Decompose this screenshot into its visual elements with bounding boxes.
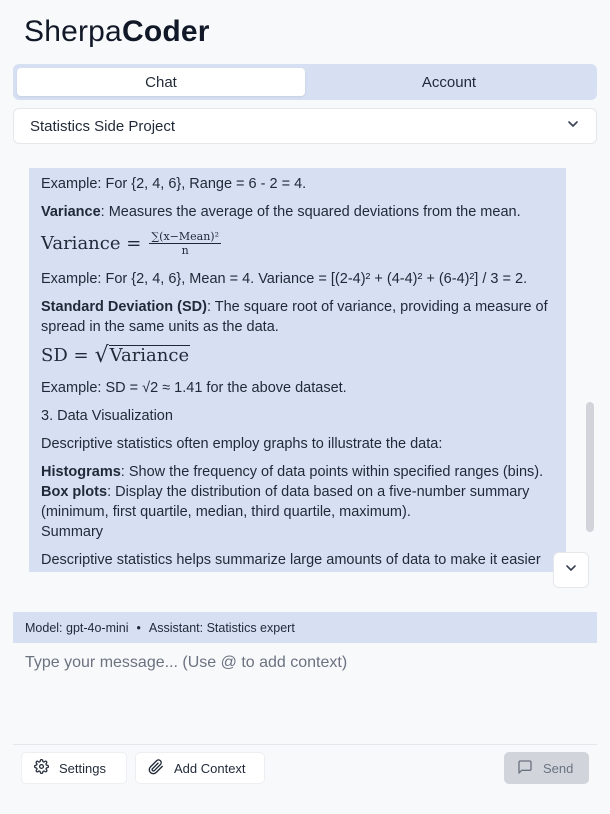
sd-radicand: Variance [109, 345, 190, 366]
variance-desc: : Measures the average of the squared deviations from the mean. [100, 204, 521, 220]
chevron-down-icon [564, 561, 578, 580]
add-context-label: Add Context [174, 760, 246, 776]
tab-bar [13, 64, 597, 100]
status-bar [13, 612, 597, 643]
sd-term: Standard Deviation (SD) [41, 299, 207, 315]
message-input[interactable] [13, 643, 597, 744]
paperclip-icon [136, 759, 174, 778]
viz-intro: Descriptive statistics often employ graphs to illustrate the data: [41, 436, 443, 452]
message-icon [505, 759, 543, 778]
sd-desc: : The square root of variance, providing a measure of spread in the same units as the data. [41, 299, 548, 335]
section-heading: 3. Data Visualization [41, 408, 173, 424]
assistant-label: Assistant: Statistics expert [148, 620, 295, 635]
send-label: Send [543, 760, 574, 776]
tab-account[interactable]: Account [421, 73, 477, 91]
chat-messages[interactable] [29, 168, 566, 572]
chat-scrollbar[interactable] [586, 402, 594, 532]
variance-formula-lhs: Variance = [41, 232, 142, 254]
hist-desc: : Show the frequency of data points within specified ranges (bins). [120, 464, 544, 480]
variance-denominator: n [181, 244, 189, 257]
sd-sqrt [95, 345, 191, 366]
range-example: Example: For {2, 4, 6}, Range = 6 - 2 = 4. [41, 176, 307, 192]
assistant-message [41, 174, 556, 572]
add-context-button[interactable] [135, 752, 265, 784]
send-button[interactable] [504, 752, 589, 784]
variance-fraction [149, 230, 221, 257]
variance-definition [41, 202, 556, 222]
variance-numerator: ∑(x−Mean)² [151, 230, 219, 243]
sd-example: Example: SD = √2 ≈ 1.41 for the above dataset. [41, 380, 347, 396]
message-composer [13, 643, 597, 745]
variance-formula [41, 230, 556, 257]
settings-label: Settings [59, 760, 106, 776]
variance-example: Example: For {2, 4, 6}, Mean = 4. Variance = [(2-4)² + (4-4)² + (6-4)²] / 3 = 2. [41, 271, 528, 287]
box-term: Box plots [41, 484, 108, 500]
box-desc: : Display the distribution of data based on a five-number summary (minimum, first quartile, median, third quartile, maximum). [41, 484, 530, 520]
gear-icon [22, 759, 59, 777]
status-separator: • [136, 620, 141, 635]
variance-term: Variance [41, 204, 101, 220]
radical-icon: √ [94, 343, 109, 368]
summary-heading: Summary [41, 524, 104, 540]
model-label: Model: gpt-4o-mini [25, 620, 129, 635]
sd-formula-lhs: SD = [41, 344, 89, 366]
hist-term: Histograms [41, 464, 121, 480]
app-logo [24, 15, 210, 49]
project-select[interactable] [13, 108, 597, 144]
histograms-item [41, 462, 556, 482]
logo-bold-text: Coder [121, 15, 210, 48]
sd-formula [41, 345, 556, 366]
sd-definition [41, 297, 556, 337]
boxplots-item [41, 482, 556, 522]
logo-light-text: Sherpa [24, 15, 122, 48]
tab-chat[interactable]: Chat [17, 68, 305, 96]
chevron-down-icon [566, 117, 580, 135]
settings-button[interactable] [21, 752, 127, 784]
project-select-value: Statistics Side Project [30, 117, 176, 135]
summary-text: Descriptive statistics helps summarize large amounts of data to make it easier [41, 552, 541, 568]
scroll-down-button[interactable] [553, 552, 589, 588]
